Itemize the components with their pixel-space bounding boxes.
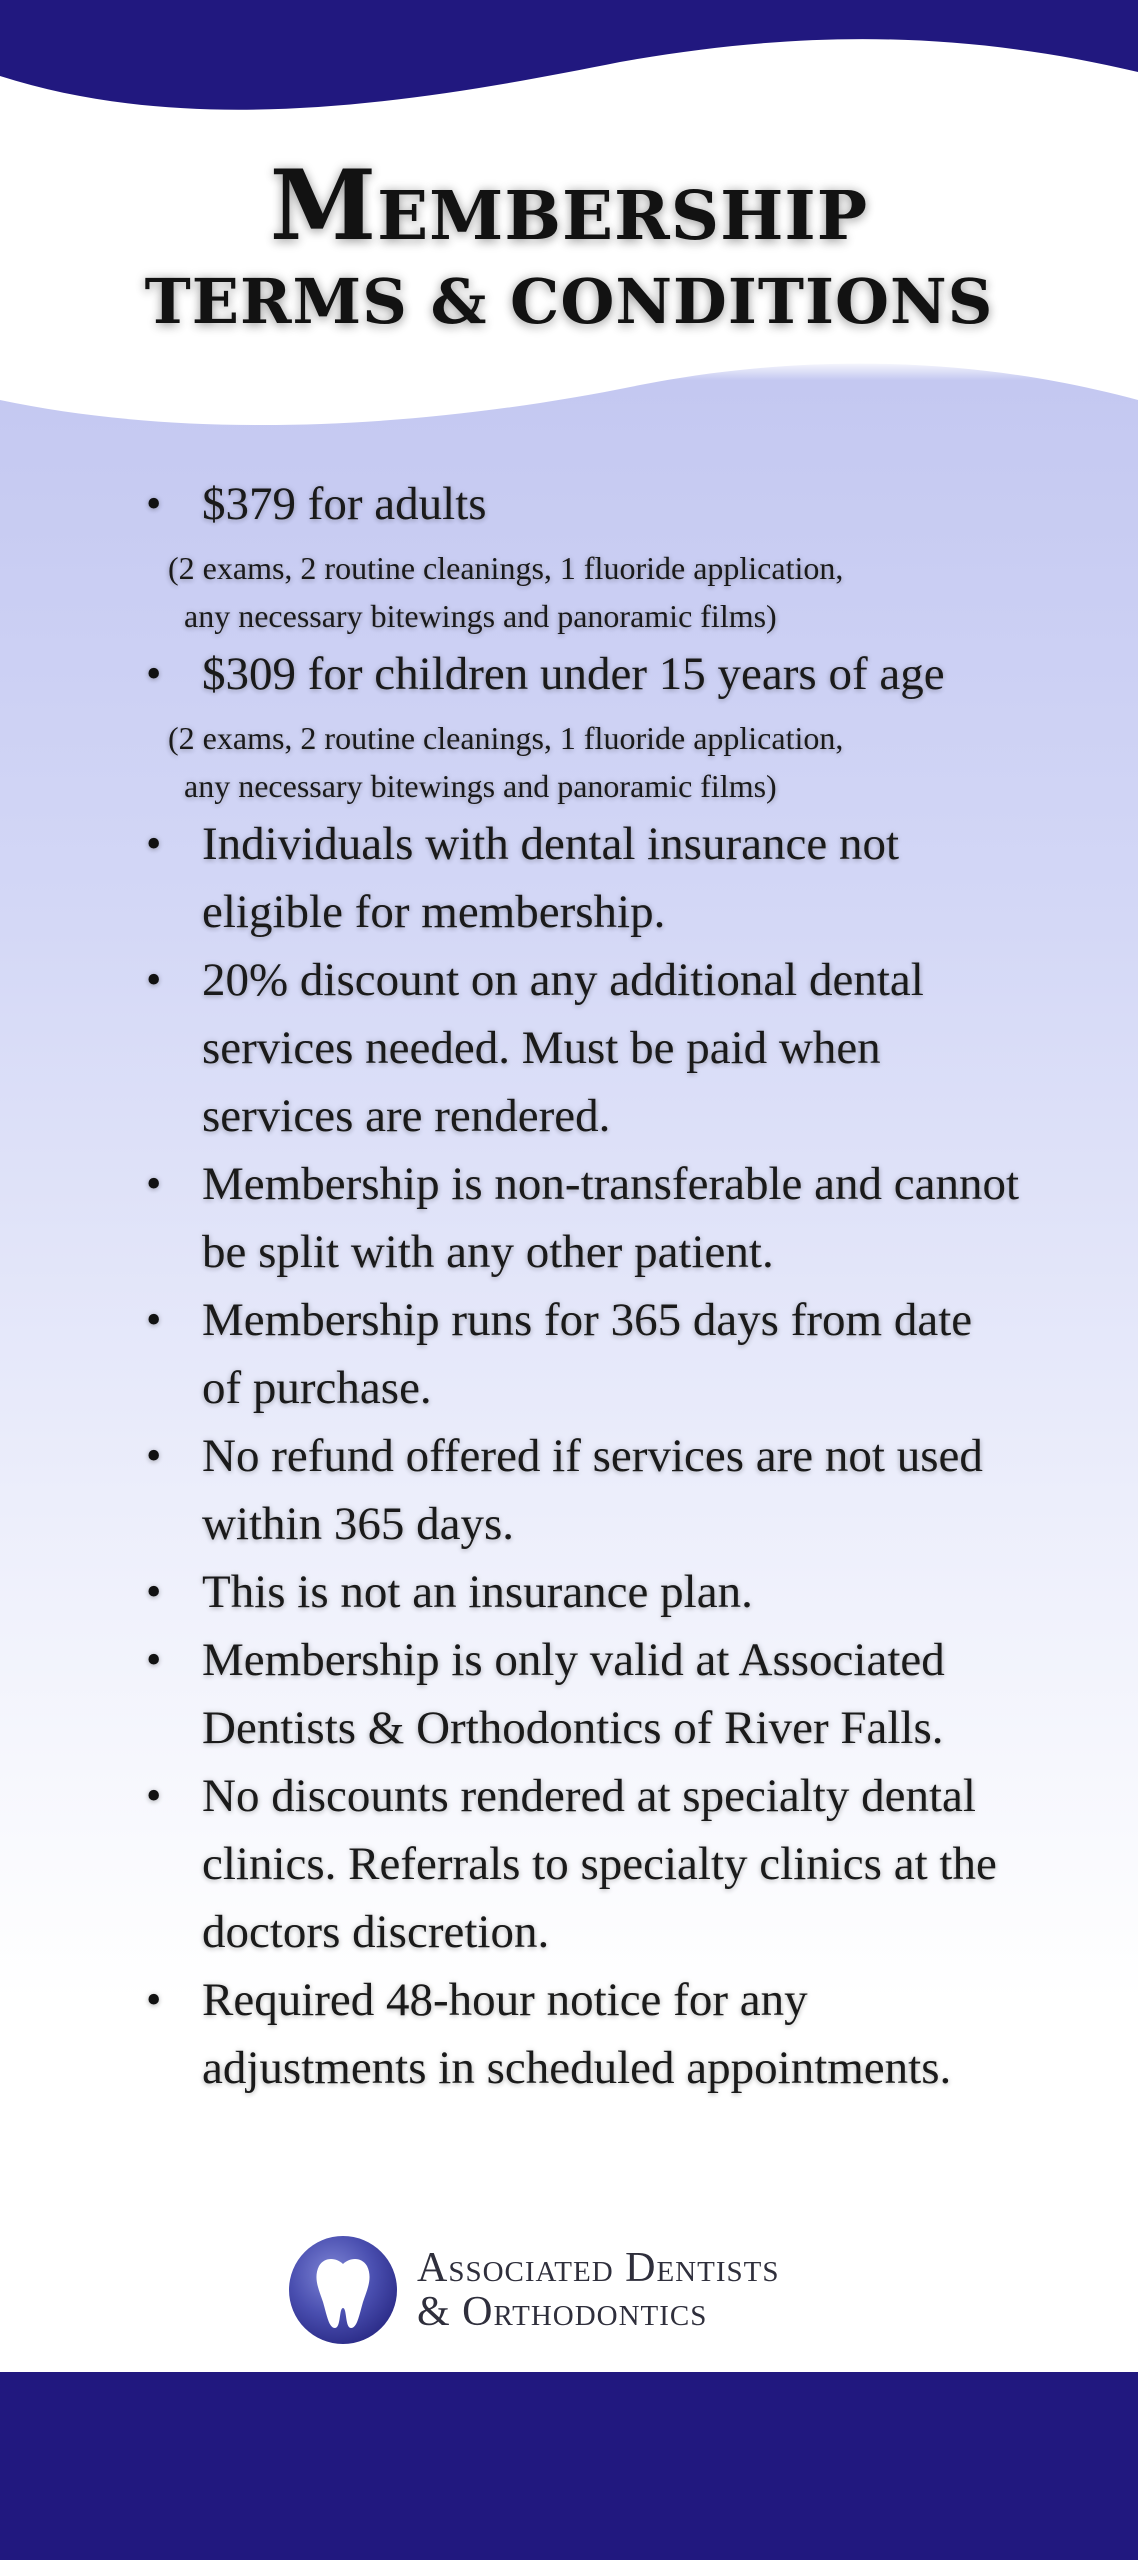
- logo-line-2: & Orthodontics: [417, 2289, 708, 2335]
- top-navy-wave: [0, 0, 1138, 110]
- term-duration: • Membership runs for 365 days from date of purchase.: [140, 1286, 1020, 1422]
- term-text: $379 for adults: [202, 478, 487, 530]
- term-not-insurance: • This is not an insurance plan.: [140, 1558, 1020, 1626]
- term-note-line: any necessary bitewings and panoramic films): [184, 598, 777, 634]
- footer-band: [0, 2372, 1138, 2560]
- term-note: [168, 544, 1020, 640]
- practice-logo: [287, 2232, 907, 2348]
- tooth-icon: [287, 2232, 399, 2348]
- term-no-refund: • No refund offered if services are not used within 365 days.: [140, 1422, 1020, 1558]
- page-title: [0, 150, 1138, 342]
- term-notice: • Required 48-hour notice for any adjustments in scheduled appointments.: [140, 1966, 1020, 2102]
- term-non-transferable: • Membership is non-transferable and cannot be split with any other patient.: [140, 1150, 1020, 1286]
- term-adult-price: [140, 470, 1020, 640]
- term-note-line: (2 exams, 2 routine cleanings, 1 fluoride application,: [168, 720, 844, 756]
- title-membership: Membership: [269, 149, 869, 262]
- term-specialty-clinics: • No discounts rendered at specialty dental clinics. Referrals to specialty clinics at the doctors discretion.: [140, 1762, 1020, 1966]
- term-text: $309 for children under 15 years of age: [202, 648, 945, 700]
- title-terms-conditions: TERMS & CONDITIONS: [144, 265, 994, 338]
- logo-line-1: Associated Dentists: [417, 2245, 780, 2291]
- term-note-line: any necessary bitewings and panoramic films): [184, 768, 777, 804]
- term-child-price: [140, 640, 1020, 810]
- term-insurance-eligibility: • Individuals with dental insurance not eligible for membership.: [140, 810, 1020, 946]
- term-discount: • 20% discount on any additional dental services needed. Must be paid when services are rendered.: [140, 946, 1020, 1150]
- term-valid-location: • Membership is only valid at Associated Dentists & Orthodontics of River Falls.: [140, 1626, 1020, 1762]
- term-note-line: (2 exams, 2 routine cleanings, 1 fluoride application,: [168, 550, 844, 586]
- terms-list: [140, 470, 1020, 2102]
- term-note: [168, 714, 1020, 810]
- logo-text: [417, 2246, 779, 2334]
